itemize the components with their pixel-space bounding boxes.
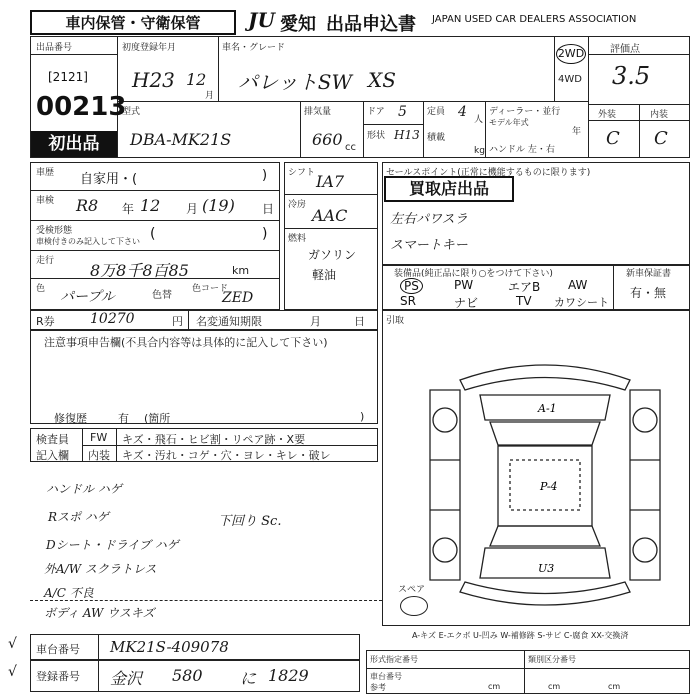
center-mark: P-4 xyxy=(540,480,558,493)
pencil-note: 下回り Sc. xyxy=(218,514,282,529)
chassis-value: MK21S-409078 xyxy=(110,638,229,656)
shape-label: 形状 xyxy=(367,131,386,141)
model-year-label: モデル年式 xyxy=(489,118,529,127)
plate-number: 1829 xyxy=(268,666,309,685)
right-front-wheel xyxy=(633,408,657,432)
plate-class: 580 xyxy=(172,666,203,685)
inspector-entry-label: 記入欄 xyxy=(36,449,69,462)
model-value: DBA-MK21S xyxy=(130,130,232,149)
front-bumper-outline xyxy=(460,365,630,390)
left-rear-wheel xyxy=(433,538,457,562)
car-damage-diagram xyxy=(420,350,670,620)
plate-region: 金沢 xyxy=(110,669,143,688)
category-label: 類別区分番号 xyxy=(528,655,576,664)
selling-point-2: スマートキー xyxy=(390,238,468,253)
lot-label: 出品番号 xyxy=(36,43,73,53)
windshield-outline xyxy=(490,422,600,445)
warranty-label: 新車保証書 xyxy=(626,269,672,279)
registration-year: H23 xyxy=(132,68,175,92)
note-line-6: ボディ AW ウスキズ xyxy=(44,606,155,620)
mileage-unit: km xyxy=(232,264,250,277)
plate-label: 登録番号 xyxy=(36,670,80,683)
fuel-label: 燃料 xyxy=(288,234,307,244)
displacement-label: 排気量 xyxy=(304,107,332,117)
note-line-4: 外A/W スクラトレス xyxy=(44,562,157,576)
vehicle-grade: XS xyxy=(368,68,396,92)
interior-items: キズ・汚れ・コゲ・穴・ヨレ・キレ・破レ xyxy=(122,449,331,462)
form-type-label: 形式指定番号 xyxy=(370,655,418,664)
vehicle-name: パレットSW xyxy=(238,70,353,94)
door-value: 5 xyxy=(398,104,407,120)
color-code-label: 色コード xyxy=(192,284,229,294)
handle-label: ハンドル 左・右 xyxy=(489,145,555,155)
displacement-value: 660 xyxy=(312,130,343,149)
fw-items: キズ・飛石・ヒビ割・リペア跡・X要 xyxy=(122,433,306,446)
interior-grade: C xyxy=(654,128,668,149)
name-change-day: 日 xyxy=(354,315,365,328)
rear-mark: U3 xyxy=(538,562,555,575)
notes-title: 注意事項申告欄(不具合内容等は具体的に記入して下さい) xyxy=(44,336,328,349)
equip-leather: カワシート xyxy=(554,296,609,309)
equip-airbag: エアB xyxy=(508,280,541,294)
color-value: パープル xyxy=(60,289,115,305)
name-change-month: 月 xyxy=(310,315,321,328)
capacity-unit: 人 xyxy=(474,115,484,125)
note-line-5: A/C 不良 xyxy=(44,586,94,600)
equip-aw: AW xyxy=(568,278,588,292)
inspection-day-unit: 日 xyxy=(262,202,275,216)
inspection-year-unit: 年 xyxy=(122,202,135,216)
usage-value: 自家用・( xyxy=(80,172,138,187)
damage-legend: A-キズ E-エクボ U-凹み W-補修跡 S-サビ C-腐食 XX-交換済 xyxy=(412,631,629,640)
check-mark-plate: √ xyxy=(8,664,17,680)
exterior-label: 外装 xyxy=(598,110,617,120)
inspection-month-unit: 月 xyxy=(186,202,199,216)
load-label: 積載 xyxy=(427,133,446,143)
selling-point-1: 左右パワスラ xyxy=(390,212,468,227)
registration-label: 初度登録年月 xyxy=(122,43,177,53)
cm-unit-2: cm xyxy=(548,682,561,691)
reference-label: 参考 xyxy=(370,683,386,692)
right-side-outline xyxy=(630,390,660,580)
registration-month: 12 xyxy=(186,70,207,89)
shift-value: IA7 xyxy=(316,172,345,191)
exterior-grade: C xyxy=(606,128,620,149)
lot-code: [2121] xyxy=(48,70,88,84)
mileage-label: 走行 xyxy=(36,256,55,266)
rear-bumper-outline xyxy=(460,582,630,605)
warranty-value: 有・無 xyxy=(630,286,667,300)
name-change-label: 名変通知期限 xyxy=(196,315,262,328)
kg-unit: kg xyxy=(474,146,485,156)
registration-month-unit: 月 xyxy=(205,91,215,101)
check-mark-chassis: √ xyxy=(8,636,17,652)
capacity-value: 4 xyxy=(458,104,467,120)
interior-label: 内装 xyxy=(650,110,669,120)
inspector-label: 検査員 xyxy=(36,433,69,446)
drive-2wd: 2WD xyxy=(556,44,586,64)
cm-unit-1: cm xyxy=(488,682,501,691)
roof-mark: A-1 xyxy=(538,402,557,415)
association-name: JAPAN USED CAR DEALERS ASSOCIATION xyxy=(432,14,637,25)
delivery-label: 引取 xyxy=(386,316,405,326)
lot-number: 00213 xyxy=(36,92,127,122)
equip-pw: PW xyxy=(454,278,474,292)
note-line-3: Dシート・ドライブ ハゲ xyxy=(46,538,179,552)
model-label: 型式 xyxy=(122,107,141,117)
fuel-light-oil: 軽油 xyxy=(312,268,337,282)
selling-points-label: セールスポイント(正常に機能するものに限ります) xyxy=(386,168,591,178)
equip-tv: TV xyxy=(516,294,532,308)
first-listing-badge: 初出品 xyxy=(31,131,117,157)
color-label: 色 xyxy=(36,284,46,294)
spare-label: スペア xyxy=(398,585,426,595)
handwritten-notes xyxy=(30,466,378,622)
left-side-outline xyxy=(430,390,460,580)
interior-check-label: 内装 xyxy=(88,449,110,462)
note-line-2: Rスポ ハゲ xyxy=(48,510,109,524)
door-label: ドア xyxy=(367,107,385,117)
org-name: 愛知 xyxy=(280,14,316,35)
ac-label: 冷房 xyxy=(288,200,307,210)
equipment-label: 装備品(純正品に限り○をつけて下さい) xyxy=(394,269,553,279)
repaint-label: 色替 xyxy=(152,290,172,301)
inspection-era: R8 xyxy=(76,196,99,215)
equip-sr: SR xyxy=(400,294,416,308)
drive-4wd: 4WD xyxy=(558,74,582,85)
form-title: 出品申込書 xyxy=(326,14,416,35)
ac-value: AAC xyxy=(312,206,348,225)
repair-close: ) xyxy=(360,410,365,423)
right-rear-wheel xyxy=(633,538,657,562)
shape-value: H13 xyxy=(394,128,420,142)
cm-unit-3: cm xyxy=(608,682,621,691)
left-front-wheel xyxy=(433,408,457,432)
recycle-unit: 円 xyxy=(172,315,183,328)
plate-kana: に xyxy=(240,669,257,688)
usage-close: ) xyxy=(262,168,268,183)
vehicle-name-label: 車名・グレード xyxy=(222,43,286,53)
dealer-label: ディーラー・並行 xyxy=(489,107,561,117)
note-line-1: ハンドル ハゲ xyxy=(46,482,122,496)
recycle-label: R券 xyxy=(36,315,55,328)
capacity-label: 定員 xyxy=(427,107,446,117)
rating-label: 評価点 xyxy=(610,44,640,55)
ju-logo: JU xyxy=(248,8,275,32)
receipt-note: 車検付きのみ記入して下さい xyxy=(36,237,140,246)
fuel-gas: ガソリン xyxy=(308,248,357,262)
year-unit: 年 xyxy=(572,127,582,137)
rating-score: 3.5 xyxy=(612,62,651,90)
dealer-listing-stamp: 買取店出品 xyxy=(384,176,514,202)
shift-label: シフト xyxy=(288,168,316,178)
color-code-value: ZED xyxy=(222,290,254,306)
inspection-day: (19) xyxy=(202,196,235,215)
inspection-year: 12 xyxy=(140,196,161,215)
mileage-value: 8万8千8百85 xyxy=(90,261,189,280)
storage-label: 車内保管・守衛保管 xyxy=(30,10,236,35)
repair-history-label: 修復歴 xyxy=(54,412,87,425)
equip-ps: PS xyxy=(400,278,423,294)
fw-label: FW xyxy=(90,431,108,444)
usage-label: 車歴 xyxy=(36,168,55,178)
cc-unit: cc xyxy=(345,142,356,153)
repair-place: (箇所 xyxy=(144,412,171,425)
rear-glass-outline xyxy=(490,526,600,546)
spare-tire xyxy=(400,596,428,616)
receipt-label: 受検形態 xyxy=(36,226,73,236)
inspection-label: 車検 xyxy=(36,196,55,206)
recycle-value: 10270 xyxy=(90,311,135,327)
chassis-ref-label: 車台番号 xyxy=(370,672,402,681)
equipment-grid xyxy=(382,278,613,310)
repair-history-value: 有 xyxy=(118,412,129,425)
chassis-label: 車台番号 xyxy=(36,643,80,656)
equip-navi: ナビ xyxy=(454,296,479,310)
